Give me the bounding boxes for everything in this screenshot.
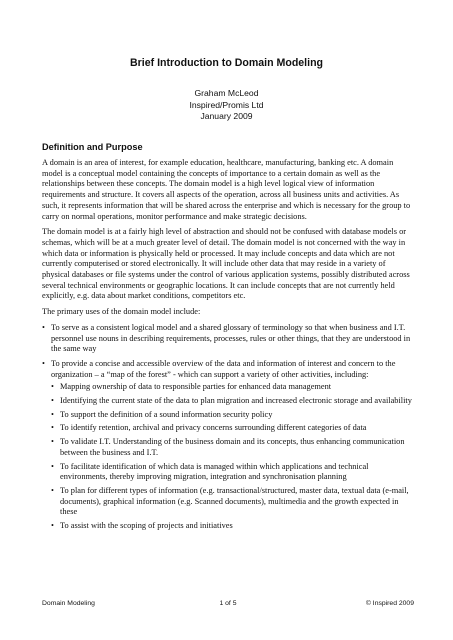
list-item-text: To support the definition of a sound information security policy <box>60 409 273 419</box>
bullet-glyph: • <box>51 521 54 531</box>
bullet-glyph: • <box>42 358 45 368</box>
sub-list-item <box>51 396 415 407</box>
paragraph: The primary uses of the domain model include: <box>42 307 201 317</box>
list-item <box>42 323 415 355</box>
list-item-text: To validate I.T. Understanding of the business domain and its concepts, thus enhancing communication between the business and I.T. <box>60 437 405 457</box>
paragraph: The domain model is at a fairly high level of abstraction and should not be confused with database models or schemas, which will be at a much greater level of detail. The domain model is not concerned with the way in which data or information is physically held or processed. It may include concepts and data which are not currently computerised or stored electronically. It will include other data that may reside in a variety of physical databases or file systems under the control of various application systems, possibly distributed across several technical environments or geographic locations. It can include concepts that are not currently held explicitly, e.g. data about market conditions, competitors etc. <box>42 227 410 301</box>
list-item-text: To provide a concise and accessible overview of the data and information of interest and concern to the organization – a “map of the forest” - which can support a variety of other activities, including: <box>51 358 396 379</box>
sub-list-item <box>51 486 415 518</box>
document-date: January 2009 <box>200 111 253 121</box>
author-name: Graham McLeod <box>194 88 259 98</box>
paragraph: A domain is an area of interest, for example education, healthcare, manufacturing, banking etc. A domain model is a conceptual model containing the concepts of importance to a certain domain as well as the relationships between these concepts. The domain model is a high level logical view of information requirements and structure. It covers all aspects of the operation, across all business units and activities. As such, it represents information that will be shared across the enterprise and which is necessary for the group to carry on normal operations, monitor performance and make strategic decisions. <box>42 158 411 221</box>
list-item <box>42 359 415 532</box>
document-title: Brief Introduction to Domain Modeling <box>129 57 324 69</box>
document-body <box>42 158 415 536</box>
list-item-text: Mapping ownership of data to responsible parties for enhanced data management <box>60 382 332 392</box>
bullet-glyph: • <box>51 382 54 392</box>
author-block <box>0 88 453 123</box>
author-organization: Inspired/Promis Ltd <box>189 99 264 110</box>
bullet-glyph: • <box>51 485 54 495</box>
sub-list-item <box>51 382 415 393</box>
sub-list-item <box>51 423 415 434</box>
bullet-glyph: • <box>51 437 54 447</box>
bullet-glyph: • <box>42 322 45 332</box>
sub-list-item <box>51 521 415 532</box>
list-item-text: To facilitate identification of which data is managed within which applications and technical environments, thereby improving migration, integration and synchronisation planning <box>60 461 369 482</box>
list-item-text: Identifying the current state of the data to plan migration and increased electronic storage and availability <box>60 396 412 406</box>
list-item-text: To assist with the scoping of projects and initiatives <box>60 521 233 531</box>
list-item-text: To plan for different types of information (e.g. transactional/structured, master data, textual data (e-mail, documents), graphical information (e.g. Scanned documents), multimedia and the growth expected in these <box>60 485 409 517</box>
footer-page-number: 1 of 5 <box>219 600 237 607</box>
sub-list-item <box>51 437 415 458</box>
sub-list <box>51 382 415 531</box>
primary-uses-list <box>42 323 415 532</box>
list-item-text: To identify retention, archival and privacy concerns surrounding different categories of data <box>60 423 367 433</box>
bullet-glyph: • <box>51 396 54 406</box>
bullet-glyph: • <box>51 461 54 471</box>
bullet-glyph: • <box>51 423 54 433</box>
footer-document-name: Domain Modeling <box>42 600 95 607</box>
list-item-text: To serve as a consistent logical model and a shared glossary of terminology so that when business and I.T. personnel use nouns in describing requirements, processes, rules or other things, that they are understood in the same way <box>51 322 411 354</box>
footer-copyright: © Inspired 2009 <box>365 600 414 607</box>
sub-list-item <box>51 462 415 483</box>
section-heading: Definition and Purpose <box>42 142 143 152</box>
sub-list-item <box>51 410 415 421</box>
bullet-glyph: • <box>51 409 54 419</box>
